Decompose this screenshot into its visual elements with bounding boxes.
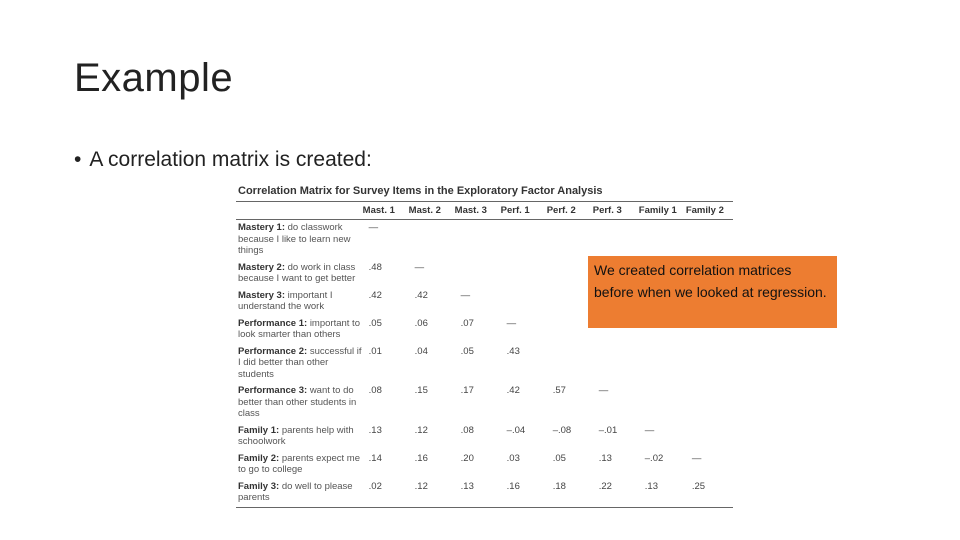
correlation-table [236, 201, 733, 508]
table-cell: .05 [460, 345, 474, 357]
table-cell [593, 220, 639, 260]
bullet-icon: • [74, 148, 82, 171]
table-cell: .13 [598, 452, 612, 464]
row-label-desc: successful if I did better than other students [238, 345, 362, 380]
row-label-name: Family 3: [238, 480, 280, 492]
table-cell: .14 [368, 452, 382, 464]
table-cell: –.04 [506, 424, 526, 436]
table-row [236, 451, 733, 479]
table-cell: .25 [691, 480, 706, 492]
row-label-desc: parents help with schoolwork [238, 424, 354, 447]
table-cell: — [460, 289, 471, 301]
header-item [236, 202, 363, 220]
table-cell [639, 344, 686, 384]
row-label-desc: parents expect me to go to college [238, 452, 360, 475]
table-cell [547, 288, 593, 316]
table-cell: — [506, 317, 517, 329]
table-cell [501, 220, 547, 260]
table-cell: .13 [644, 480, 658, 492]
table-cell: .48 [368, 261, 382, 273]
table-cell: .05 [552, 452, 566, 464]
callout-box [588, 256, 837, 328]
row-label-desc: important to look smarter than others [238, 317, 360, 340]
header-perf1: Perf. 1 [500, 205, 530, 216]
table-cell: — [691, 452, 702, 464]
table-cell [455, 260, 501, 288]
slide-title: Example [74, 56, 234, 100]
table-cell: .57 [552, 385, 566, 396]
table-cell: .15 [414, 385, 428, 396]
row-label-desc: do classwork because I like to learn new things [238, 222, 351, 256]
table-cell: .12 [414, 424, 428, 436]
table-row [236, 383, 733, 423]
table-cell: .42 [506, 385, 520, 396]
header-perf3: Perf. 3 [592, 205, 622, 216]
row-label [236, 288, 363, 316]
row-label [236, 423, 363, 451]
row-label [236, 383, 363, 423]
table-cell [686, 220, 733, 260]
table-cell: .17 [460, 385, 474, 396]
table-cell: .05 [368, 317, 382, 329]
table-cell: — [598, 385, 609, 396]
table-row [236, 423, 733, 451]
table-cell: –.02 [644, 452, 664, 464]
row-label-name: Family 2: [238, 452, 280, 464]
correlation-table-container [236, 201, 733, 508]
table-cell [547, 220, 593, 260]
table-row [236, 220, 733, 260]
row-label-name: Family 1: [238, 424, 280, 436]
table-cell [547, 260, 593, 288]
row-label-desc: do well to please parents [238, 480, 353, 503]
header-mast2: Mast. 2 [408, 205, 441, 216]
row-label [236, 479, 363, 508]
table-cell [409, 220, 455, 260]
table-cell: –.08 [552, 424, 572, 436]
row-label-desc: want to do better than other students in class [238, 385, 357, 419]
table-cell: .04 [414, 345, 428, 357]
table-cell [455, 220, 501, 260]
header-family1: Family 1 [638, 205, 677, 216]
table-cell [501, 260, 547, 288]
table-cell [501, 288, 547, 316]
table-cell: .12 [414, 480, 428, 492]
table-cell: .07 [460, 317, 474, 329]
callout-text: We created correlation matrices before when we looked at regression. [594, 262, 827, 300]
row-label-name: Performance 1: [238, 317, 308, 329]
table-cell: .06 [414, 317, 428, 329]
table-cell [547, 344, 593, 384]
table-cell: — [368, 222, 379, 233]
row-label-name: Mastery 3: [238, 289, 285, 301]
bullet-text: A correlation matrix is created: [89, 148, 372, 171]
table-cell: .20 [460, 452, 474, 464]
table-cell: — [414, 261, 425, 273]
table-cell: .08 [368, 385, 382, 396]
row-label-name: Performance 3: [238, 385, 308, 396]
row-label-name: Performance 2: [238, 345, 308, 357]
table-cell [686, 423, 733, 451]
table-cell: .13 [368, 424, 382, 436]
row-label [236, 451, 363, 479]
table-cell: .03 [506, 452, 520, 464]
table-cell: .16 [414, 452, 428, 464]
table-cell: .01 [368, 345, 382, 357]
table-cell [639, 220, 686, 260]
table-cell [686, 344, 733, 384]
header-perf2: Perf. 2 [546, 205, 576, 216]
row-label [236, 220, 363, 260]
table-cell: –.01 [598, 424, 618, 436]
table-cell [639, 383, 686, 423]
header-mast3: Mast. 3 [454, 205, 487, 216]
table-row [236, 344, 733, 384]
table-cell: .43 [506, 345, 520, 357]
row-label-name: Mastery 1: [238, 222, 285, 233]
table-cell: .42 [414, 289, 428, 301]
table-header-row [236, 202, 733, 220]
table-cell [547, 316, 593, 344]
table-cell: .22 [598, 480, 612, 492]
row-label-name: Mastery 2: [238, 261, 285, 273]
table-cell: .42 [368, 289, 382, 301]
table-cell: .08 [460, 424, 474, 436]
table-row [236, 479, 733, 508]
header-mast1: Mast. 1 [362, 205, 395, 216]
table-cell [686, 383, 733, 423]
table-cell: .18 [552, 480, 566, 492]
table-cell: — [644, 424, 655, 436]
header-family2: Family 2 [685, 205, 724, 216]
table-cell: .13 [460, 480, 474, 492]
row-label-desc: do work in class because I want to get better [238, 261, 356, 284]
table-cell: .02 [368, 480, 382, 492]
table-cell: .16 [506, 480, 520, 492]
table-caption: Correlation Matrix for Survey Items in the Exploratory Factor Analysis [238, 185, 603, 197]
row-label [236, 316, 363, 344]
bullet-point [74, 148, 372, 172]
row-label-desc: important I understand the work [238, 289, 333, 312]
table-cell [593, 344, 639, 384]
row-label [236, 344, 363, 384]
row-label [236, 260, 363, 288]
